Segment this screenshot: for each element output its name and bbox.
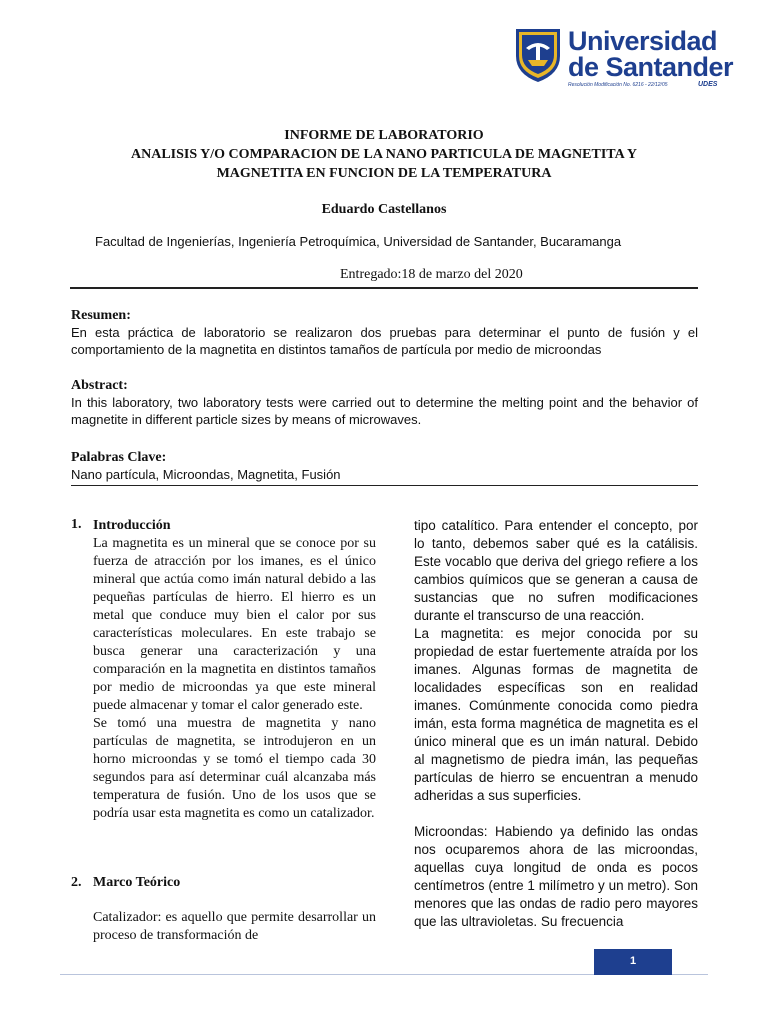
section-1-paragraph-1: La magnetita es un mineral que se conoce por su fuerza de atracción por los imanes, es el único mineral que actúa como imán natural debido a las pequeñas partículas de hierro. El hierro es un metal que conduce muy bien el calor por sus características moleculares. En este trabajo se busca generar una caracterización y una comparación en la magnetita en distintos tamaños por medio de microondas ya que este mineral puede almacenar y tomar el calor generado este. [93,536,376,713]
university-logo [514,26,734,92]
logo-name-line2: de Santander [568,52,734,82]
section-2-number: 2. [71,875,82,890]
section-1-title: Introducción [93,518,171,533]
delivery-date: Entregado:18 de marzo del 2020 [340,267,523,282]
paragraph-spacer [414,805,698,823]
keywords-heading: Palabras Clave: [71,450,167,465]
keywords-section [71,449,698,483]
abstract-text: In this laboratory, two laboratory tests were carried out to determine the melting point and the behavior of magnetite in different particle sizes by means of microwaves. [71,395,698,427]
section-2-title: Marco Teórico [93,875,181,890]
abstract-heading: Abstract: [71,378,128,393]
shield-emblem-icon [514,26,562,84]
right-column [414,517,698,931]
abstract-section [71,377,698,428]
logo-name-line1: Universidad [568,26,718,56]
left-column [93,517,376,823]
magnetita-paragraph: La magnetita: es mejor conocida por su propiedad de estar fuertemente atraída por los imanes. Algunas formas de magnetita de localidades específicas son en realidad imanes. Comúnmente conocida como piedra imán, esta forma magnética de magnetita es el único mineral que es un imán natural. Debido al magnetismo de piedra imán, las pequeñas partículas de hierro se encuentran a menudo adheridas a sus superficies. [414,626,698,803]
resumen-heading: Resumen: [71,308,131,323]
catalizador-continuation: tipo catalítico. Para entender el concepto, por lo tanto, debemos saber qué es la catálisis. Este vocablo que deriva del griego refiere a los cambios químicos que se generan a causa de sustancias que no sufren modificaciones durante el transcurso de una reacción. [414,518,698,623]
logo-resolution: Resolución Modificación No. 6216 - 22/12/05 [568,82,668,88]
title-line-2: ANALISIS Y/O COMPARACION DE LA NANO PARTICULA DE MAGNETITA Y [130,147,638,162]
document-title [60,126,708,183]
affiliation: Facultad de Ingenierías, Ingeniería Petroquímica, Universidad de Santander, Bucaramanga [95,234,622,249]
header-divider [70,287,698,289]
title-line-3: MAGNETITA EN FUNCION DE LA TEMPERATURA [216,166,552,181]
section-1-number: 1. [71,517,82,532]
resumen-section [71,307,698,358]
section-2-paragraph-1: Catalizador: es aquello que permite desarrollar un proceso de transformación de [93,910,376,943]
microondas-paragraph: Microondas: Habiendo ya definido las ondas nos ocuparemos ahora de las microondas, aquellas cuya longitud de onda es pocos centímetros (entre 1 milímetro y un metro). Son menores que las ondas de radio pero mayores que las ultravioletas. Su frecuencia [414,824,698,929]
logo-short-name: UDES [698,81,718,88]
page-number-badge [594,949,672,975]
author-name: Eduardo Castellanos [321,202,447,217]
university-name [568,28,733,80]
keywords-divider [71,485,698,486]
section-1-paragraph-2: Se tomó una muestra de magnetita y nano partículas de magnetita, se introdujeron en un horno microondas y se tomó el tiempo cada 30 segundos para así determinar cuál alcanzaba más temperatura de fusión. Uno de los usos que se podría usar esta magnetita es como un catalizador. [93,716,376,821]
title-line-1: INFORME DE LABORATORIO [284,128,484,143]
resumen-text: En esta práctica de laboratorio se realizaron dos pruebas para determinar el punto de fusión y el comportamiento de la magnetita en distintos tamaños de partícula por medio de microondas [71,325,698,357]
page-number: 1 [629,955,637,967]
keywords-text: Nano partícula, Microondas, Magnetita, Fusión [71,467,341,482]
